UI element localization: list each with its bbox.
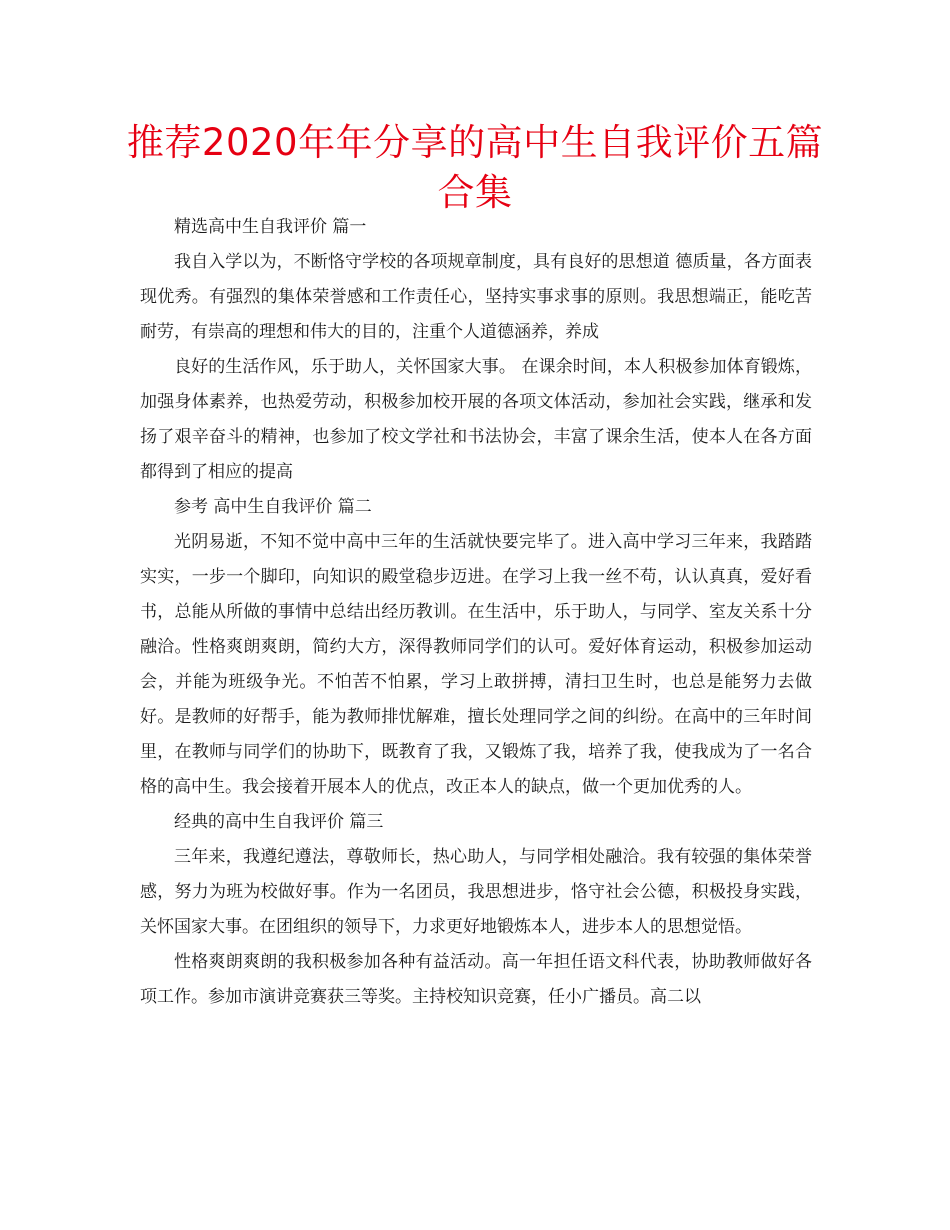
paragraph: 性格爽朗爽朗的我积极参加各种有益活动。高一年担任语文科代表，协助教师做好各项工作。参加市演讲竞赛获三等奖。主持校知识竞赛，任小广播员。高二以	[140, 952, 812, 1007]
section-heading-3: 经典的高中生自我评价 篇三	[174, 812, 384, 832]
paragraph: 光阴易逝，不知不觉中高中三年的生活就快要完毕了。进入高中学习三年来，我踏踏实实，一步一个脚印，向知识的殿堂稳步迈进。在学习上我一丝不苟，认认真真，爱好看书，总能从所做的事情中总结出经历教训。在生活中，乐于助人，与同学、室友关系十分融洽。性格爽朗爽朗，简约大方，深得教师同学们的认可。爱好体育运动，积极参加运动会，并能为班级争光。不怕苦不怕累，学习上敢拼搏，清扫卫生时，也总是能努力去做好。是教师的好帮手，能为教师排忧解难，擅长处理同学之间的纠纷。在高中的三年时间里，在教师与同学们的协助下，既教育了我，又锻炼了我，培养了我，使我成为了一名合格的高中生。我会接着开展本人的优点，改正本人的缺点，做一个更加优秀的人。	[140, 532, 812, 797]
section-heading-2: 参考 高中生自我评价 篇二	[174, 497, 372, 517]
paragraph: 我自入学以为，不断恪守学校的各项规章制度，具有良好的思想道 德质量，各方面表现优秀。有强烈的集体荣誉感和工作责任心，坚持实事求事的原则。我思想端正，能吃苦耐劳，有崇高的理想和伟大的目的，注重个人道德涵养，养成	[140, 252, 812, 342]
document-body	[140, 210, 812, 1015]
paragraph: 良好的生活作风，乐于助人，关怀国家大事。 在课余时间，本人积极参加体育锻炼，加强身体素养，也热爱劳动，积极参加校开展的各项文体活动，参加社会实践，继承和发扬了艰辛奋斗的精神，也参加了校文学社和书法协会，丰富了课余生活，使本人在各方面都得到了相应的提高	[140, 357, 812, 482]
paragraph: 三年来，我遵纪遵法，尊敬师长，热心助人，与同学相处融洽。我有较强的集体荣誉感，努力为班为校做好事。作为一名团员，我思想进步，恪守社会公德，积极投身实践，关怀国家大事。在团组织的领导下，力求更好地锻炼本人，进步本人的思想觉悟。	[140, 847, 812, 937]
section-heading-1: 精选高中生自我评价 篇一	[174, 217, 367, 237]
document-title: 推荐2020年年分享的高中生自我评价五篇合集	[126, 121, 824, 214]
